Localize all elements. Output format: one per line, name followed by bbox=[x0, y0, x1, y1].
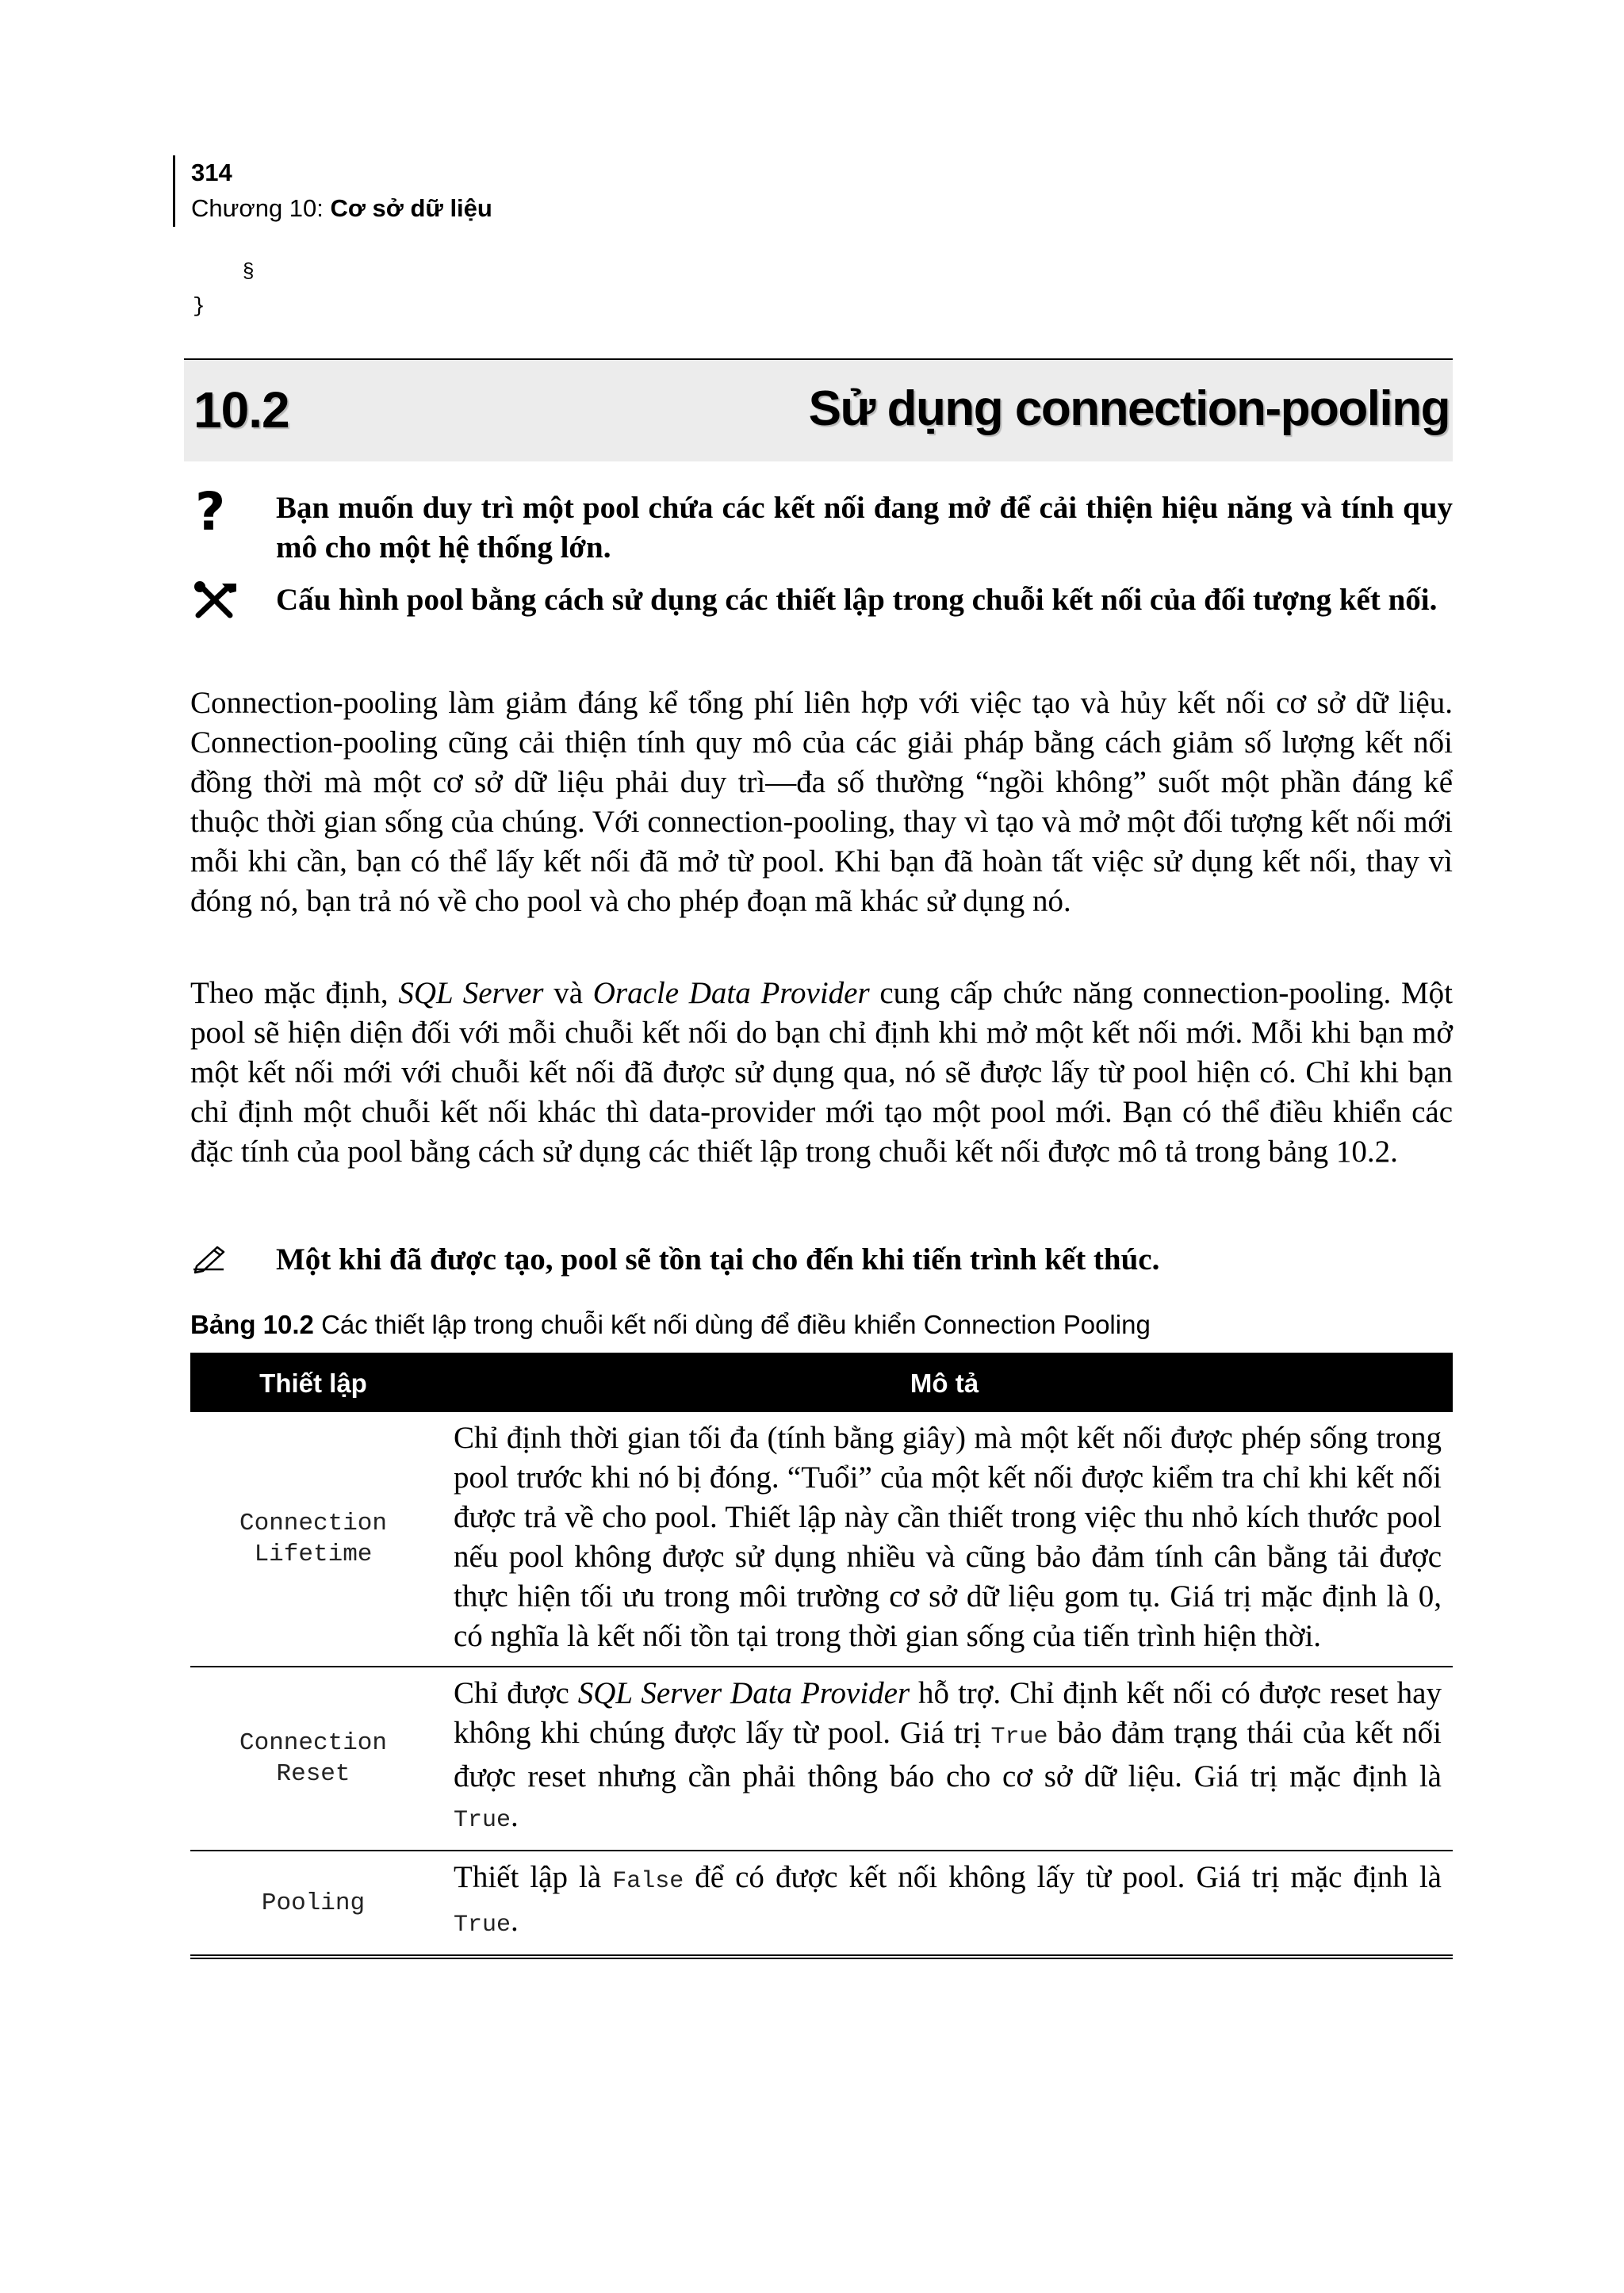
chapter-prefix: Chương 10: bbox=[191, 194, 331, 222]
code-literal: True bbox=[454, 1912, 511, 1939]
text-run: Thiết lập là bbox=[454, 1860, 613, 1894]
section-title: Sử dụng connection-pooling bbox=[808, 381, 1450, 436]
settings-table bbox=[190, 1353, 1453, 1959]
setting-name bbox=[190, 1412, 436, 1667]
table-row bbox=[190, 1667, 1453, 1851]
code-literal: True bbox=[990, 1724, 1048, 1751]
setting-name bbox=[190, 1667, 436, 1851]
table-caption-text: Các thiết lập trong chuỗi kết nối dùng để điều khiển Connection Pooling bbox=[313, 1310, 1151, 1339]
text-run: Theo mặc định, bbox=[190, 976, 399, 1010]
table-caption bbox=[190, 1310, 1151, 1340]
text-run: bảo đảm trạng thái của kết nối được reset nhưng cần phải thông báo cho cơ sở dữ liệu. Giá trị mặc định là bbox=[454, 1716, 1442, 1793]
setting-description bbox=[436, 1851, 1453, 1957]
text-run-italic: SQL Server Data Provider bbox=[577, 1676, 910, 1710]
code-literal: False bbox=[612, 1868, 684, 1895]
tools-icon bbox=[190, 580, 254, 627]
setting-description: Chỉ định thời gian tối đa (tính bằng giây) mà một kết nối được phép sống trong pool trước khi nó bị đóng. “Tuổi” của một kết nối được kiểm tra chỉ khi kết nối được trả về cho pool. Thiết lập này cần thiết trong việc thu nhỏ kích thước pool nếu pool không được sử dụng nhiều và cũng bảo đảm tính cân bằng tải được thực hiện tối ưu trong môi trường cơ sở dữ liệu gom tụ. Giá trị mặc định là 0, có nghĩa là kết nối tồn tại trong thời gian sống của tiến trình hiện thời. bbox=[436, 1412, 1453, 1667]
text-run: hỗ trợ. Chỉ định kết nối có được reset hay không khi chúng được lấy từ pool. Giá trị bbox=[454, 1676, 1442, 1750]
text-run: để có được kết nối không lấy từ pool. Giá trị mặc định là bbox=[684, 1860, 1442, 1894]
text-run: Chỉ được bbox=[454, 1676, 578, 1710]
table-row bbox=[190, 1412, 1453, 1667]
text-run: . bbox=[511, 1904, 519, 1938]
solution-text: Cấu hình pool bằng cách sử dụng các thiết lập trong chuỗi kết nối của đối tượng kết nối. bbox=[276, 583, 1438, 617]
page-header bbox=[173, 155, 492, 227]
text-run-italic: Oracle Data Provider bbox=[592, 976, 870, 1010]
chapter-line bbox=[191, 190, 492, 227]
page-number: 314 bbox=[191, 159, 232, 186]
column-header-setting: Thiết lập bbox=[190, 1354, 436, 1413]
code-literal: True bbox=[454, 1807, 511, 1834]
setting-description bbox=[436, 1667, 1453, 1851]
code-line: § bbox=[193, 260, 255, 284]
setting-name-line: Reset bbox=[276, 1760, 350, 1788]
column-header-description: Mô tả bbox=[436, 1354, 1453, 1413]
problem-text: Bạn muốn duy trì một pool chứa các kết nối đang mở để cải thiện hiệu năng và tính quy mô cho một hệ thống lớn. bbox=[276, 491, 1453, 565]
text-run: và bbox=[543, 976, 593, 1010]
note-statement bbox=[190, 1240, 1453, 1280]
note-text: Một khi đã được tạo, pool sẽ tồn tại cho đến khi tiến trình kết thúc. bbox=[276, 1242, 1160, 1277]
code-line: } bbox=[193, 294, 205, 318]
text-run: cung cấp chức năng connection-pooling. Một pool sẽ hiện diện đối với mỗi chuỗi kết nối do bạn chỉ định khi mở một kết nối mới. Mỗi khi bạn mở một kết nối mới với chuỗi kết nối đã được sử dụng qua, nó sẽ được lấy từ pool hiện có. Chỉ khi bạn chỉ định một chuỗi kết nối khác thì data-provider mới tạo một pool mới. Bạn có thể điều khiển các đặc tính của pool bằng cách sử dụng các thiết lập trong chuỗi kết nối được mô tả trong bảng 10.2. bbox=[190, 976, 1453, 1169]
paragraph-defaults bbox=[190, 974, 1453, 1172]
problem-statement bbox=[190, 481, 1453, 568]
chapter-title: Cơ sở dữ liệu bbox=[330, 194, 492, 222]
table-header-row bbox=[190, 1354, 1453, 1413]
table-caption-label: Bảng 10.2 bbox=[190, 1310, 314, 1339]
section-number: 10.2 bbox=[193, 381, 289, 438]
setting-name bbox=[190, 1851, 436, 1957]
question-icon: ? bbox=[195, 481, 226, 542]
setting-name-line: Pooling bbox=[261, 1889, 366, 1917]
setting-name-line: Connection bbox=[239, 1729, 388, 1757]
text-run: . bbox=[511, 1799, 519, 1833]
table-row bbox=[190, 1851, 1453, 1957]
solution-statement bbox=[190, 580, 1453, 620]
paragraph-intro: Connection-pooling làm giảm đáng kể tổng phí liên hợp với việc tạo và hủy kết nối cơ sở dữ liệu. Connection-pooling cũng cải thiện tính quy mô của các giải pháp bằng cách giảm số lượng kết nối đồng thời mà một cơ sở dữ liệu phải duy trì—đa số thường “ngồi không” suốt một phần đáng kể thuộc thời gian sống của chúng. Với connection-pooling, thay vì tạo và mở một đối tượng kết nối mới mỗi khi cần, bạn có thể lấy kết nối đã mở từ pool. Khi bạn đã hoàn tất việc sử dụng kết nối, thay vì đóng nó, bạn trả nó về cho pool và cho phép đoạn mã khác sử dụng nó. bbox=[190, 686, 1453, 918]
pencil-note-icon bbox=[190, 1240, 254, 1281]
text-run-italic: SQL Server bbox=[398, 976, 544, 1010]
setting-name-line: Connection bbox=[239, 1510, 388, 1537]
code-snippet-tail bbox=[193, 255, 255, 323]
setting-name-line: Lifetime bbox=[254, 1541, 373, 1568]
section-heading bbox=[184, 358, 1453, 461]
